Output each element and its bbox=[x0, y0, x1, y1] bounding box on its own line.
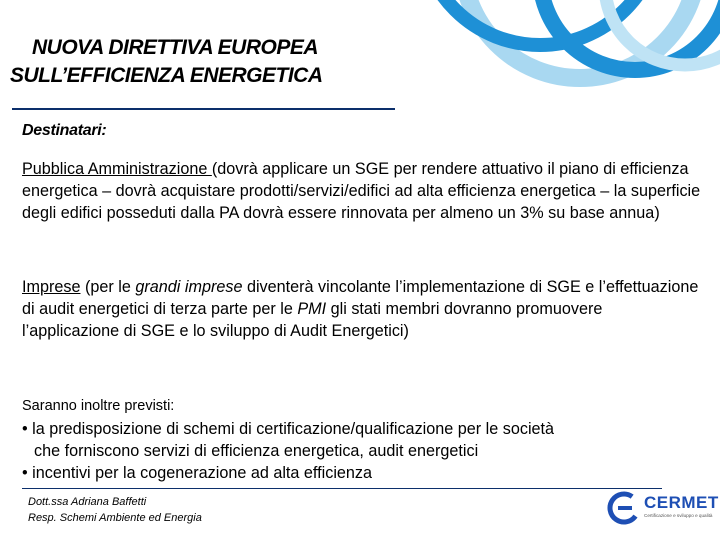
title-line-1: NUOVA DIRETTIVA EUROPEA bbox=[32, 36, 319, 59]
imprese-italic-b: PMI bbox=[297, 300, 327, 318]
slide-title bbox=[10, 34, 410, 90]
imprese-text-a: (per le bbox=[80, 278, 136, 296]
extra-bullet-list bbox=[22, 418, 702, 484]
bullet-item bbox=[22, 418, 702, 462]
cermet-logo bbox=[606, 490, 719, 526]
imprese-text-c: gli stati membri dovranno promuovere l’applicazione di SGE e lo sviluppo di Audit Energetici) bbox=[22, 300, 603, 340]
imprese-term: Imprese bbox=[22, 278, 81, 296]
bullet-1-line-2: che forniscono servizi di efficienza energetica, audit energetici bbox=[34, 442, 479, 460]
public-administration-paragraph bbox=[22, 158, 702, 224]
footer-divider bbox=[22, 488, 662, 489]
section-heading: Destinatari: bbox=[22, 122, 107, 139]
pa-term: Pubblica Amministrazione bbox=[22, 160, 212, 178]
bullet-2: • incentivi per la cogenerazione ad alta efficienza bbox=[22, 464, 373, 482]
cermet-logo-mark-icon bbox=[606, 490, 642, 526]
imprese-italic-a: grandi imprese bbox=[135, 278, 243, 296]
author-role: Resp. Schemi Ambiente ed Energia bbox=[28, 512, 202, 524]
author-block bbox=[28, 494, 202, 526]
pa-text: (dovrà applicare un SGE per rendere attuativo il piano di efficienza energetica – dovrà acquistare prodotti/servizi/edifici ad alta efficienza energetica – la superficie degli edifici posseduti dalla PA dovrà essere rinnovata per almeno un 3% su base annua) bbox=[22, 160, 701, 222]
decorative-rings-graphic bbox=[430, 0, 720, 130]
bullet-1-line-1: • la predisposizione di schemi di certificazione/qualificazione per le società bbox=[22, 420, 555, 438]
logo-name: CERMET bbox=[644, 493, 719, 512]
bullet-item bbox=[22, 462, 702, 484]
title-line-2: SULL’EFFICIENZA ENERGETICA bbox=[10, 64, 323, 87]
logo-tagline: Certificazione e sviluppo e qualità bbox=[644, 513, 713, 518]
author-name: Dott.ssa Adriana Baffetti bbox=[28, 496, 147, 508]
extra-intro: Saranno inoltre previsti: bbox=[22, 398, 175, 414]
title-divider bbox=[12, 108, 395, 110]
businesses-paragraph bbox=[22, 276, 702, 342]
imprese-text-b: diventerà vincolante l’implementazione di SGE e l’effettuazione di audit energetici di terza parte per le bbox=[22, 278, 699, 318]
